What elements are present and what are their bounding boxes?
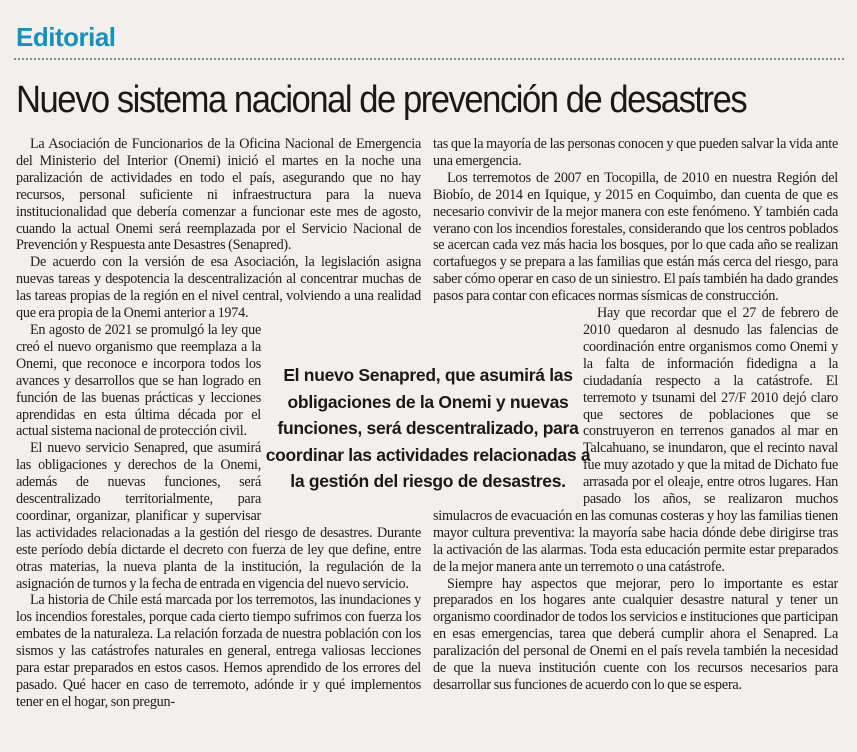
left-paragraph-5: La historia de Chile está marcada por los terremotos, las inundaciones y los incendios forestales, porque cada cierto tiempo sufrimos con fuerza los embates de la naturaleza. La relación forzada de nuestra población con los sismos y las catástrofes naturales en general, entrega valiosas lecciones para estar preparados en estos casos. Hemos aprendido de los errores del pasado. Qué hacer en caso de terremoto, adónde ir y qué implementos tener en el hogar, son pregun- [16, 592, 421, 710]
section-divider [14, 58, 844, 60]
left-paragraph-3: En agosto de 2021 se promulgó la ley que creó el nuevo organismo que reemplaza a la Onemi, que reconoce e incorpora todos los avances y desarrollos que se han logrado en función de las buenas prácticas y lecciones aprendidas en esta última década por el actual sistema nacional de protección civil. [16, 321, 261, 440]
pullquote: El nuevo Senapred, que asumirá las obligaciones de la Onemi y nuevas funciones, será descentralizado, para coordinar las actividades relacionadas a la gestión del riesgo de desastres. [265, 365, 591, 491]
section-label: Editorial [16, 22, 116, 52]
left-paragraph-4: El nuevo servicio Senapred, que asumirá las obligaciones y derechos de la Onemi, además de nuevas funciones, será descentralizado territorialmente, para coordinar, organizar, planificar y supervisar las actividades relacionadas a la gestión del riesgo de desastres. Durante este período debía dictarde el decreto con fuerza de ley que define, entre otras materias, la nueva planta de la institución, la regulación de la asignación de turnos y la fecha de entrada en vigencia del nuevo servicio. [16, 440, 421, 592]
left-paragraph-1: La Asociación de Funcionarios de la Oficina Nacional de Emergencia del Ministerio del Interior (Onemi) inició el martes en la noche una paralización de actividades en todo el país, asegurando que no hay recursos, personal suficiente ni infraestructura para la nueva institucionalidad que debería comenzar a funcionar este mes de agosto, cuando la actual Onemi será reemplazada por el Servicio Nacional de Prevención y Respuesta ante Desastres (Senapred). [16, 136, 421, 254]
right-paragraph-2: Los terremotos de 2007 en Tocopilla, de 2010 en nuestra Región del Biobío, de 2014 en Iquique, y 2015 en Coquimbo, dan cuenta de que es necesario convivir de la mejor manera con este fenómeno. Y también cada verano con los incendios forestales, considerando que los centros poblados se acercan cada vez más hacia los bosques, por lo que cada año se realizan cortafuegos y se prepara a las familias que están más cerca del riesgo, para saber cómo operar en caso de un siniestro. El país también ha dado grandes pasos para contar con eficaces normas sísmicas de construcción. [433, 169, 838, 305]
headline: Nuevo sistema nacional de prevención de desastres [16, 79, 747, 121]
left-paragraph-2: De acuerdo con la versión de esa Asociación, la legislación asigna nuevas tareas y despotencia la descentralización al concentrar muchas de las tareas propias de la región en el nivel central, volviendo a una realidad que era propia de la Onemi anterior a 1974. [16, 254, 421, 322]
right-paragraph-1: tas que la mayoría de las personas conocen y que pueden salvar la vida ante una emergencia. [433, 136, 838, 169]
right-paragraph-4: Siempre hay aspectos que mejorar, pero lo importante es estar preparados en los hogares ante cualquier desastre natural y tener un organismo coordinador de todos los servicios e instituciones que participan en esas emergencias, tarea que deberá cumplir ahora el Senapred. La paralización del personal de Onemi en el país revela también la necesidad de que la nueva institución cuente con los recursos necesarios para desarrollar sus funciones de acuerdo con lo que se espera. [433, 575, 838, 693]
right-paragraph-3: Hay que recordar que el 27 de febrero de 2010 quedaron al desnudo las falencias de coordinación entre organismos como Onemi y la falta de información fidedigna a la ciudadanía respecto a la catástrofe. El terremoto y tsunami del 27/F 2010 dejó claro que sectores de poblaciones que se construyeron en terrenos ganados al mar en Talcahuano, se inundaron, que el recinto naval fue muy azotado y que la mitad de Dichato fue arrasada por el oleaje, entre otros lugares. Han pasado los años, se realizaron muchos simulacros de evacuación en las comunas costeras y hoy las familias tienen mayor cultura preventiva: la mayoría sabe hacia dónde debe dirigirse tras la activación de las alarmas. Toda esta educación permite estar preparados de la mejor manera ante un terremoto o una catástrofe. [433, 305, 838, 575]
